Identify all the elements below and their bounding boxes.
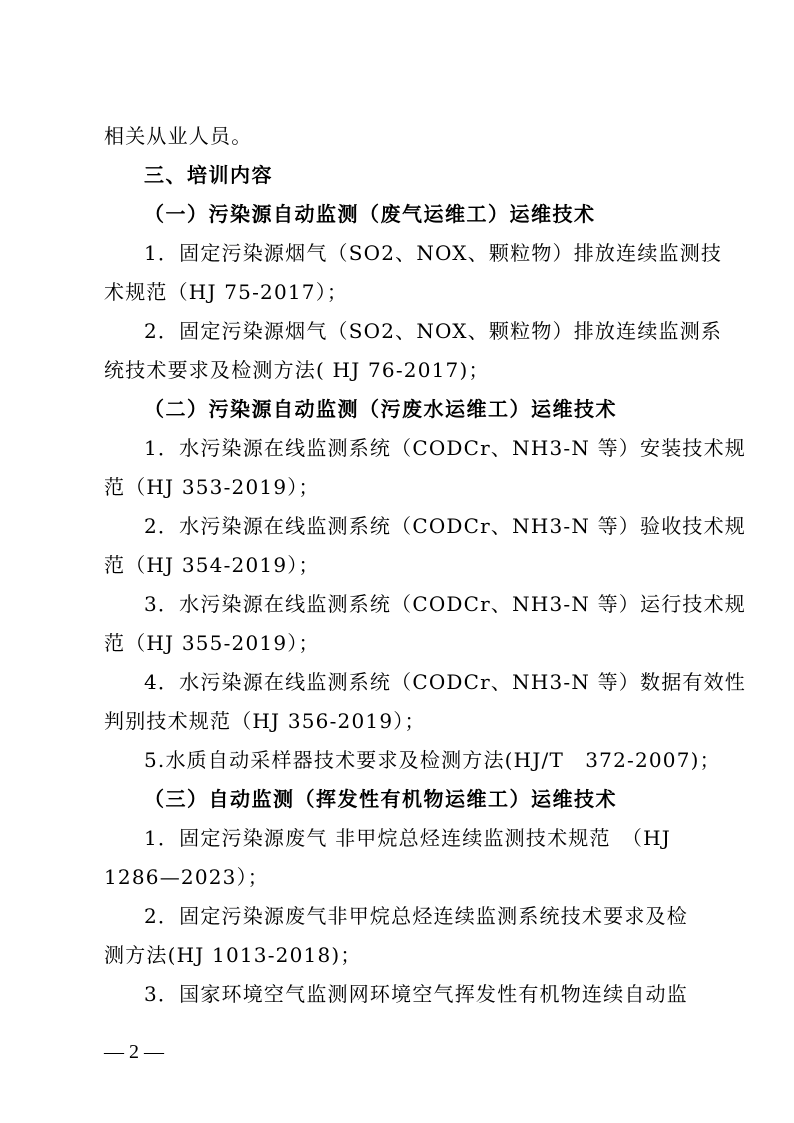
paragraph-line: 相关从业人员。 — [104, 124, 253, 148]
paragraph-line: 2．固定污染源废气非甲烷总烃连续监测系统技术要求及检 — [144, 904, 688, 928]
paragraph-line: 1286—2023）； — [104, 865, 269, 889]
subsection-heading: （一）污染源自动监测（废气运维工）运维技术 — [144, 202, 596, 226]
paragraph-line: 1．固定污染源烟气（SO2、NOX、颗粒物）排放连续监测技 — [144, 241, 723, 265]
section-heading: 三、培训内容 — [144, 163, 273, 187]
paragraph-line: 1．水污染源在线监测系统（CODCr、NH3-N 等）安装技术规 — [144, 436, 747, 460]
paragraph-line: 测方法(HJ 1013-2018)； — [104, 943, 362, 967]
paragraph-line: 2．固定污染源烟气（SO2、NOX、颗粒物）排放连续监测系 — [144, 319, 723, 343]
paragraph-line: 判别技术规范（HJ 356-2019）； — [104, 709, 426, 733]
paragraph-line: 3．水污染源在线监测系统（CODCr、NH3-N 等）运行技术规 — [144, 592, 747, 616]
paragraph-line: 范（HJ 355-2019）； — [104, 631, 320, 655]
paragraph-line: 范（HJ 354-2019）； — [104, 553, 320, 577]
subsection-heading: （三）自动监测（挥发性有机物运维工）运维技术 — [144, 787, 617, 811]
paragraph-line: 术规范（HJ 75-2017）； — [104, 280, 349, 304]
page-number: — 2 — — [104, 1041, 164, 1063]
paragraph-line: 5.水质自动采样器技术要求及检测方法(HJ/T 372-2007)； — [144, 748, 721, 772]
paragraph-line: 3．国家环境空气监测网环境空气挥发性有机物连续自动监 — [144, 982, 688, 1006]
subsection-heading: （二）污染源自动监测（污废水运维工）运维技术 — [144, 397, 617, 421]
paragraph-line: 统技术要求及检测方法( HJ 76-2017)； — [104, 358, 490, 382]
paragraph-line: 1．固定污染源废气 非甲烷总烃连续监测技术规范 （HJ — [144, 826, 671, 850]
paragraph-line: 2．水污染源在线监测系统（CODCr、NH3-N 等）验收技术规 — [144, 514, 747, 538]
paragraph-line: 4．水污染源在线监测系统（CODCr、NH3-N 等）数据有效性 — [144, 670, 747, 694]
paragraph-line: 范（HJ 353-2019）； — [104, 475, 320, 499]
